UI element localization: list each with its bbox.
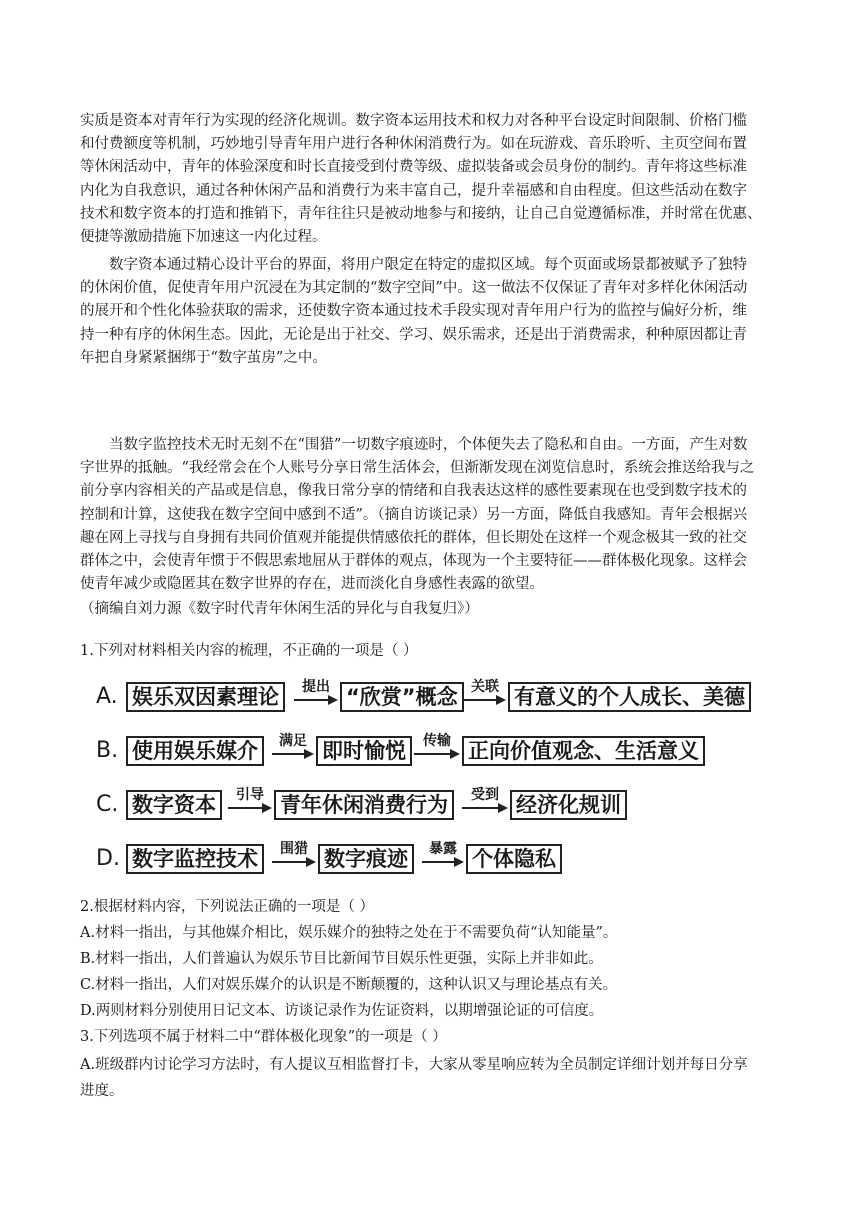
body-line: 的休闲价值，促使青年用户沉浸在为其定制的“数字空间”中。这一做法不仅保证了青年对多样化休闲活动 [80,280,748,297]
body-line: 使青年减少或隐匿其在数字世界的存在，进而淡化自身感性表露的欲望。 [80,576,544,593]
arrow-label: 传输 [423,733,451,749]
flow-box: 娱乐双因素理论 [126,682,285,712]
body-line: 内化为自我意识，通过各种休闲产品和消费行为来丰富自己，提升幸福感和自由程度。但这些活动在数字 [80,182,747,199]
body-line: 趣在网上寻找与自身拥有共同价值观并能提供情感依托的群体，但长期处在这样一个观念极其一致的社交 [80,529,747,546]
question-3-stem: 3.下列选项不属于材料二中“群体极化现象”的一项是（ ） [80,1029,447,1045]
body-line: 持一种有序的休闲生态。因此，无论是出于社交、学习、娱乐需求，还是出于消费需求，种种原因都让青 [80,326,747,343]
arrow-label: 围猎 [280,841,308,857]
diagram-row-b [96,730,776,774]
option-letter: D. [96,846,120,871]
body-line: 群体之中，会使青年惯于不假思索地屈从于群体的观点，体现为一个主要特征——群体极化现象。这样会 [80,553,747,569]
flow-box: 经济化规训 [510,790,627,820]
flow-box: 正向价值观念、生活意义 [462,736,705,766]
flow-arrow [414,730,460,770]
source-citation: （摘编自刘力源《数字时代青年休闲生活的异化与自我复归》） [80,601,479,617]
flow-arrow [228,784,272,824]
arrow-label: 暴露 [429,841,457,857]
flow-box: 数字监控技术 [126,844,264,874]
arrow-label: 提出 [302,679,330,695]
flow-box: 数字资本 [126,790,222,820]
body-line: 数字资本通过精心设计平台的界面，将用户限定在特定的虚拟区域。每个页面或场景都被赋予了独特 [80,257,747,273]
body-line: 等休闲活动中，青年的体验深度和时长直接受到付费等级、虚拟装备或会员身份的制约。青年将这些标准 [80,159,747,176]
flow-diagram [96,676,776,888]
question-2-option-d: D.两则材料分别使用日记文本、访谈记录作为佐证资料，以期增强论证的可信度。 [80,1003,604,1019]
body-line: 当数字监控技术无时无刻不在“围猎”一切数字痕迹时，个体便失去了隐私和自由。一方面，产生对数 [80,437,748,453]
flow-arrow [464,676,506,716]
flow-box: “欣赏”概念 [340,682,464,712]
diagram-row-d [96,838,776,882]
arrow-label: 受到 [471,787,499,803]
flow-arrow [272,730,314,770]
body-line: 控制和计算，这使我在数字空间中感到不适”。（摘自访谈记录）另一方面，降低自我感知。青年会根据兴 [80,506,748,523]
flow-arrow [462,784,508,824]
body-line: 年把自身紧紧捆绑于“数字茧房”之中。 [80,349,327,366]
body-line: 实质是资本对青年行为实现的经济化规训。数字资本运用技术和权力对各种平台设定时间限制、价格门槛 [80,113,747,129]
body-line: 前分享内容相关的产品或是信息，像我日常分享的情绪和自我表达这样的感性要素现在也受到数字技术的 [80,483,747,500]
question-3-option-a-line-1: A.班级群内讨论学习方法时，有人提议互相监督打卡，大家从零星响应转为全员制定详细计划并每日分享 [80,1057,748,1073]
option-letter: C. [96,792,119,817]
question-2-option-b: B.材料一指出，人们普遍认为娱乐节目比新闻节目娱乐性更强，实际上并非如此。 [80,951,603,967]
body-line: 便捷等激励措施下加速这一内化过程。 [80,229,327,245]
flow-box: 使用娱乐媒介 [126,736,264,766]
body-line: 的展开和个性化体验获取的需求，还使数字资本通过技术手段实现对青年用户行为的监控与偏好分析，维 [80,303,747,320]
body-line: 字世界的抵触。“我经常会在个人账号分享日常生活体会，但渐渐发现在浏览信息时，系统会推送给我与之 [80,460,755,477]
question-3-option-a-line-2: 进度。 [80,1083,124,1099]
arrow-label: 引导 [236,787,264,803]
body-line: 技术和数字资本的打造和推销下，青年往往只是被动地参与和接纳，让自己自觉遵循标准，并时常在优惠、 [80,205,762,222]
flow-box: 青年休闲消费行为 [274,790,454,820]
arrow-label: 满足 [279,733,307,749]
flow-arrow [294,676,338,716]
option-letter: B. [96,738,119,763]
diagram-row-c [96,784,776,828]
flow-box: 即时愉悦 [316,736,412,766]
question-1-stem: 1.下列对材料相关内容的梳理，不正确的一项是（ ） [80,643,418,659]
flow-box: 数字痕迹 [318,844,414,874]
question-2-stem: 2.根据材料内容，下列说法正确的一项是（ ） [80,899,374,915]
flow-box: 有意义的个人成长、美德 [508,682,751,712]
flow-arrow [422,838,464,878]
question-2-option-c: C.材料一指出，人们对娱乐媒介的认识是不断颠覆的，这种认识又与理论基点有关。 [80,977,618,993]
flow-box: 个体隐私 [466,844,562,874]
question-2-option-a: A.材料一指出，与其他媒介相比，娱乐媒介的独特之处在于不需要负荷“认知能量”。 [80,925,618,941]
flow-arrow [272,838,316,878]
diagram-row-a [96,676,776,720]
body-line: 和付费额度等机制，巧妙地引导青年用户进行各种休闲消费行为。如在玩游戏、音乐聆听、主页空间布置 [80,136,747,153]
option-letter: A. [96,684,118,709]
arrow-label: 关联 [471,679,499,695]
